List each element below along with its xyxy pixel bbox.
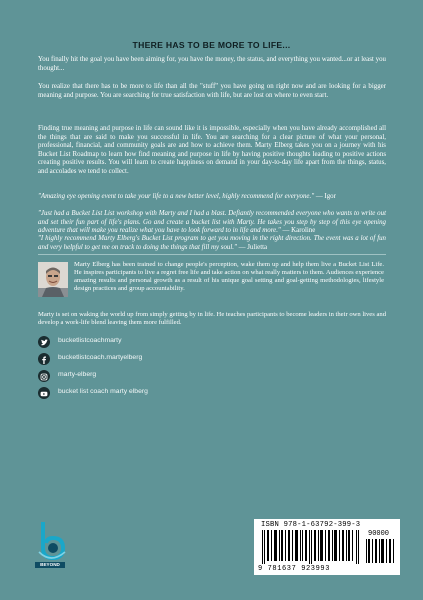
facebook-icon [38, 353, 50, 365]
intro-paragraph-1: You finally hit the goal you have been aiming for, you have the money, the status, and everything you wanted...or at least you thought... [38, 56, 386, 72]
instagram-icon [38, 370, 50, 382]
author-bio: Marty Elberg has been trained to change people's perception, wake them up and help them live a Bucket List Life. He inspires participants to live a regret free life and take action on what really matters to them. Audiences experience amazing results and personal growth as a result of his unique goal setting and goal-getting methodologies, lifestyle design practices and group accountability. [74, 261, 384, 293]
ean-barcode-bars [262, 530, 360, 564]
testimonial-3-text: "I highly recommend Marty Elberg's Bucket List program to get you moving in the right direction. The event was a lot of fun and very helpful to get me on track to doing the things that fill my soul." [38, 235, 386, 251]
isbn-barcode [254, 519, 400, 575]
author-bio-2: Marty is set on waking the world up from simply getting by in life. He teaches participants to become leaders in their own lives and develop a work-life blend leaving them more fulfilled. [38, 311, 386, 327]
testimonial-2-author: — Karoline [280, 227, 316, 234]
twitter-handle: bucketlistcoachmarty [58, 337, 122, 344]
publisher-logo-text: BEYOND [40, 562, 60, 567]
intro-paragraph-3: Finding true meaning and purpose in life can sound like it is impossible, especially when you have already accomplished all the things that are said to make you successful in life. You are searching for a clear picture of what your personal, professional, financial, and community goals are and how to achieve them. Marty Elberg takes you on a journey with his Bucket List Roadmap to learn how find meaning and purpose in life by having positive thoughts leading to positive actions creating positive results. You will learn to create happiness on demand in your day-to-day life apart from the things, status, and accolades we tend to collect. [38, 125, 386, 175]
barcode-number: 9 781637 923993 [258, 565, 331, 573]
price-code-text: 90000 [368, 530, 390, 538]
addon-barcode-bars [366, 539, 396, 563]
testimonial-1 [38, 193, 386, 202]
youtube-icon [38, 387, 50, 399]
twitter-icon [38, 336, 50, 348]
isbn-text: ISBN 978-1-63792-399-3 [261, 521, 361, 529]
testimonial-1-text: "Amazing eye opening event to take your life to a new better level, highly recommend for everyone." [38, 193, 315, 200]
testimonial-2-text: "Just had a Bucket List List workshop with Marty and I had a blast. Defiantly recommended everyone who wants to write out and set their fun part of life's plans. Go and create a bucket list with Marty. He takes you step by step of this eye opening adventure that will make you realize what you have to look forward to in life and more." [38, 210, 386, 234]
testimonial-2 [38, 210, 386, 236]
facebook-handle: bucketlistcoach.martyelberg [58, 354, 143, 361]
testimonial-3-author: — Julietta [236, 243, 268, 251]
youtube-handle: bucket list coach marty elberg [58, 388, 148, 395]
testimonial-3 [38, 235, 386, 252]
instagram-handle: marty-elberg [58, 371, 97, 378]
publisher-logo [29, 518, 71, 570]
testimonial-1-author: — Igor [314, 193, 336, 200]
author-photo [38, 262, 68, 297]
cover-title: THERE HAS TO BE MORE TO LIFE... [132, 40, 291, 50]
section-divider [38, 254, 386, 255]
intro-paragraph-2: You realize that there has to be more to life than all the "stuff" you have going on right now and are looking for a bigger meaning and purpose. You are searching for true satisfaction with life, but are lost on where to even start. [38, 83, 386, 99]
